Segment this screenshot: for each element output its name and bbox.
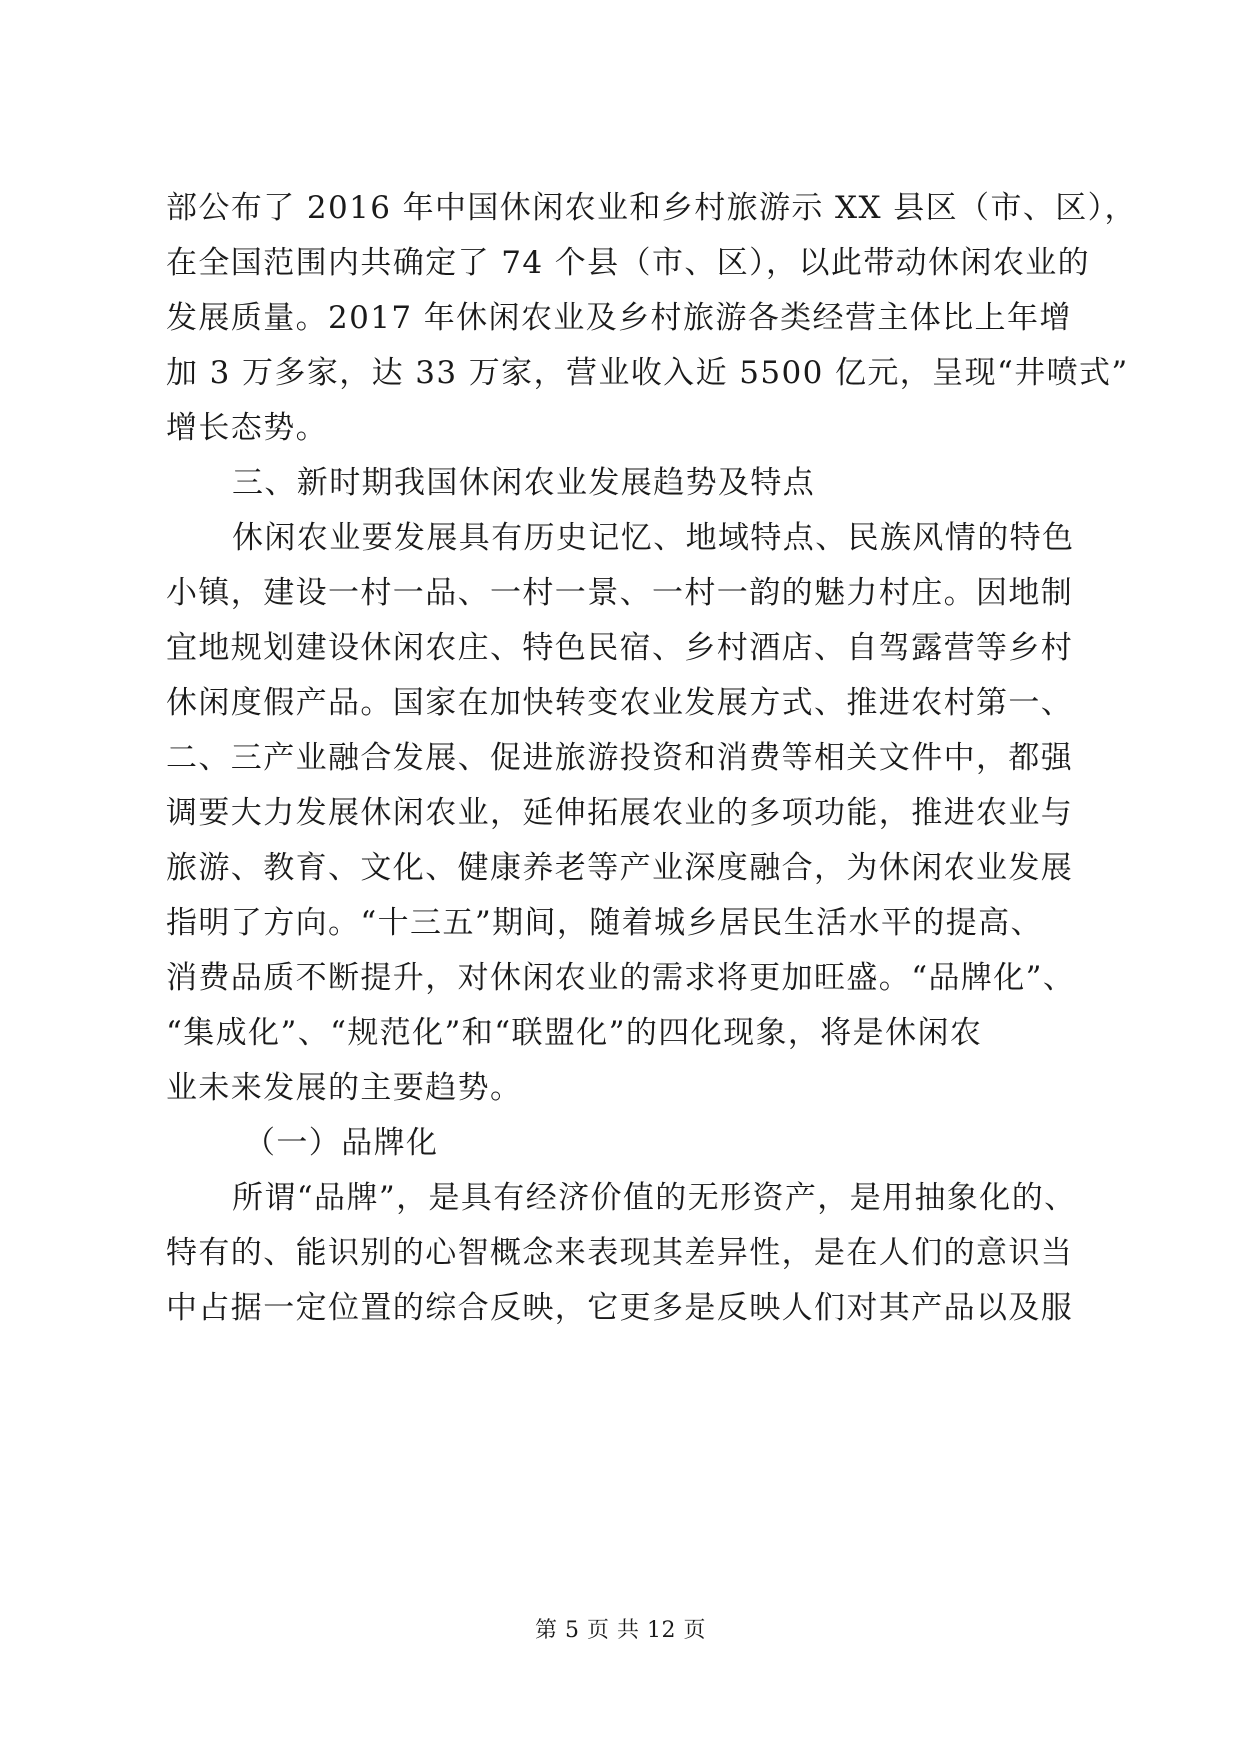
text-line: 小镇，建设一村一品、一村一景、一村一韵的魅力村庄。因地制	[166, 575, 1074, 611]
text-line: 加 3 万多家，达 33 万家，营业收入近 5500 亿元，呈现“井喷式”	[166, 355, 1129, 391]
text-line: 在全国范围内共确定了 74 个县（市、区），以此带动休闲农业的	[166, 245, 1091, 281]
text-line: 消费品质不断提升，对休闲农业的需求将更加旺盛。“品牌化”、	[166, 960, 1076, 996]
text-line: 中占据一定位置的综合反映，它更多是反映人们对其产品以及服	[166, 1290, 1074, 1326]
text-line: 二、三产业融合发展、促进旅游投资和消费等相关文件中，都强	[166, 740, 1074, 776]
text-line: 部公布了 2016 年中国休闲农业和乡村旅游示 XX 县区（市、区），	[166, 190, 1137, 226]
text-line: 发展质量。2017 年休闲农业及乡村旅游各类经营主体比上年增	[166, 300, 1072, 336]
subsection-heading: （一）品牌化	[244, 1125, 439, 1161]
text-line: 宜地规划建设休闲农庄、特色民宿、乡村酒店、自驾露营等乡村	[166, 630, 1074, 666]
text-line: 所谓“品牌”，是具有经济价值的无形资产，是用抽象化的、	[232, 1180, 1077, 1216]
text-line: 业未来发展的主要趋势。	[166, 1070, 523, 1106]
text-line: “集成化”、“规范化”和“联盟化”的四化现象，将是休闲农	[166, 1015, 983, 1051]
text-line: 旅游、教育、文化、健康养老等产业深度融合，为休闲农业发展	[166, 850, 1074, 886]
text-line: 特有的、能识别的心智概念来表现其差异性，是在人们的意识当	[166, 1235, 1074, 1271]
text-line: 调要大力发展休闲农业，延伸拓展农业的多项功能，推进农业与	[166, 795, 1074, 831]
page-number-footer: 第 5 页 共 12 页	[535, 1618, 706, 1643]
text-line: 指明了方向。“十三五”期间，随着城乡居民生活水平的提高、	[166, 905, 1043, 941]
text-line: 增长态势。	[166, 410, 328, 446]
text-line: 休闲农业要发展具有历史记忆、地域特点、民族风情的特色	[232, 520, 1075, 556]
text-line: 休闲度假产品。国家在加快转变农业发展方式、推进农村第一、	[166, 685, 1074, 721]
section-heading: 三、新时期我国休闲农业发展趋势及特点	[232, 465, 816, 501]
